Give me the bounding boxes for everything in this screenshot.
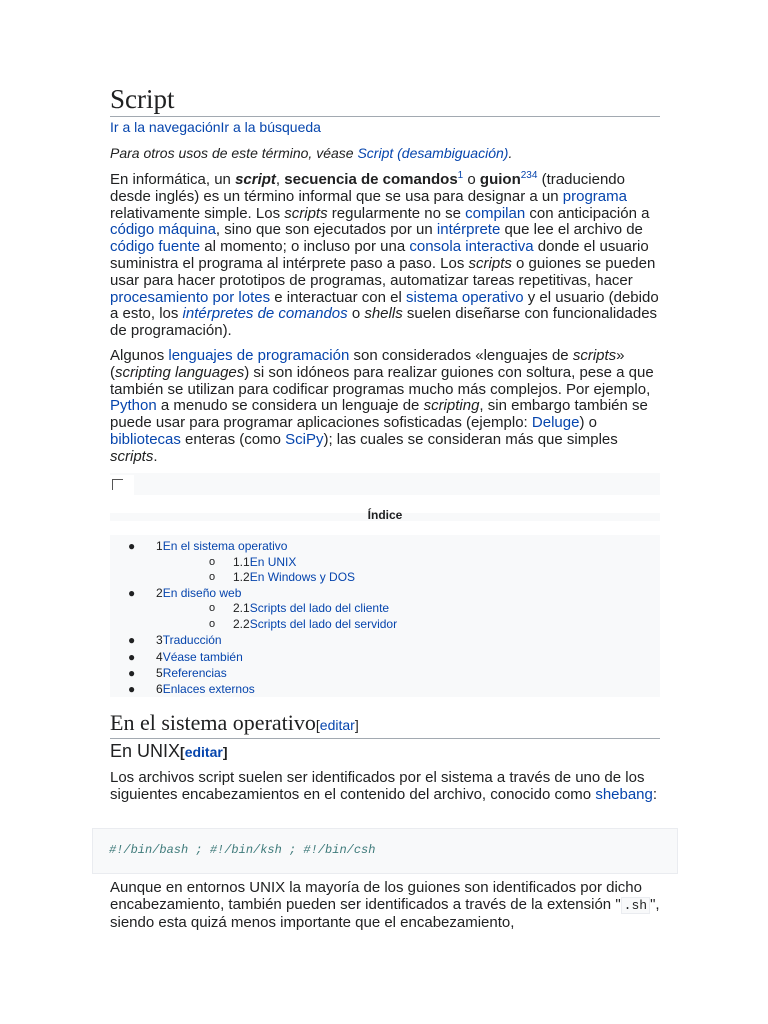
checkbox-icon [112, 479, 123, 490]
sub-bullet-icon: o [209, 618, 216, 630]
edit-link[interactable]: editar [184, 744, 223, 760]
text: (traduciendo desde inglés) es un término informal que se usa para designar a un [110, 171, 625, 205]
italic-text: scripting [423, 397, 480, 415]
toc-number: 6 [156, 682, 163, 696]
term-script: script [235, 171, 276, 188]
text: suelen diseñarse con funcionalidades de programación). [110, 305, 658, 340]
link-programa[interactable]: programa [562, 187, 627, 205]
text: , sino que son ejecutados por un [215, 221, 437, 239]
text: ) o [579, 414, 597, 432]
toc-link[interactable]: En diseño web [162, 586, 242, 600]
text: que lee el archivo de [500, 221, 643, 239]
code-block [92, 828, 678, 874]
italic-text: scripts [468, 254, 512, 272]
text: En informática, un [110, 171, 236, 188]
text: con anticipación a [525, 204, 650, 222]
toc-item[interactable] [128, 666, 227, 680]
intro-paragraph [110, 172, 660, 340]
toc-link[interactable]: Referencias [162, 666, 227, 680]
text: , [275, 171, 285, 188]
toc-number: 2 [156, 586, 163, 600]
sub-bullet-icon: o [209, 556, 216, 568]
link-lenguajes-de-programacion[interactable]: lenguajes de programación [168, 347, 350, 364]
link-scipy[interactable]: SciPy [285, 430, 324, 448]
toc-link[interactable]: Enlaces externos [162, 682, 255, 696]
disambiguation-link[interactable]: Script (desambiguación) [357, 145, 509, 161]
subsection-title: En UNIX [110, 741, 181, 761]
section-title: En el sistema operativo [110, 710, 316, 735]
bracket: ] [222, 744, 228, 760]
toc-link[interactable]: En Windows y DOS [249, 570, 356, 584]
toc-link[interactable]: Traducción [162, 633, 222, 647]
paragraph-unix [110, 770, 660, 804]
link-codigo-fuente[interactable]: código fuente [110, 238, 201, 256]
toc-item[interactable] [128, 650, 243, 664]
hatnote [110, 145, 512, 161]
bracket: [ [315, 717, 320, 733]
link-codigo-maquina[interactable]: código máquina [110, 221, 216, 239]
toc-number: 4 [156, 650, 163, 664]
text: o guiones se pueden usar para hacer prototipos de programas, automatizar tareas repetitivas, hacer [110, 254, 656, 289]
section-heading [110, 710, 660, 739]
italic-text: shells [364, 305, 403, 323]
toc-item[interactable] [209, 570, 356, 584]
toc-item[interactable] [128, 539, 288, 553]
toc-number: 1.2 [233, 570, 250, 584]
toc-link[interactable]: En UNIX [249, 555, 297, 569]
bullet-icon: ● [128, 586, 136, 600]
hatnote-suffix: . [508, 145, 513, 161]
italic-text: scripts [110, 447, 154, 465]
text: o [347, 305, 365, 323]
italic-text: scripts [284, 204, 328, 222]
text: Los archivos script suelen ser identificados por el sistema a través de uno de los siguientes encabezamientos en el contenido del archivo, conocido como [110, 769, 645, 803]
text: , sin embargo también se puede usar para programar aplicaciones sofisticadas (ejemplo: [110, 397, 648, 432]
toc-band [110, 521, 660, 535]
subsection-heading [110, 740, 228, 763]
edit-section [316, 717, 359, 733]
text: ) si son idóneos para realizar guiones con soltura, pese a que también se utilizan para codificar programas mucho más complejos. Por ejemplo, [110, 363, 654, 398]
link-bibliotecas[interactable]: bibliotecas [110, 430, 181, 448]
toc-number: 2.1 [233, 601, 250, 615]
toc-link[interactable]: Véase también [162, 650, 243, 664]
toc-item[interactable] [128, 586, 242, 600]
inline-code: .sh [621, 897, 650, 914]
jump-links[interactable]: Ir a la navegaciónIr a la búsqueda [110, 119, 321, 135]
toc-link[interactable]: Scripts del lado del servidor [249, 617, 398, 631]
link-interpretes-de-comandos[interactable]: intérpretes de comandos [182, 305, 348, 323]
text: e interactuar con el [270, 288, 407, 306]
text: Algunos [110, 347, 169, 364]
toc-number: 3 [156, 633, 163, 647]
term-secuencia: secuencia de comandos [284, 171, 458, 188]
toc-item[interactable] [128, 633, 222, 647]
toc-toggle-checkbox[interactable] [110, 475, 134, 495]
bracket: [ [180, 744, 185, 760]
text: . [153, 447, 158, 465]
edit-link[interactable]: editar [319, 717, 355, 733]
link-python[interactable]: Python [110, 397, 157, 415]
toc-item[interactable] [128, 682, 255, 696]
link-interprete[interactable]: intérprete [436, 221, 501, 239]
link-deluge[interactable]: Deluge [531, 414, 580, 432]
link-shebang[interactable]: shebang [595, 785, 653, 803]
toc-number: 1.1 [233, 555, 250, 569]
text: : [652, 785, 658, 803]
bullet-icon: ● [128, 666, 136, 680]
toc-item[interactable] [209, 601, 390, 615]
text: Aunque en entornos UNIX la mayoría de los guiones son identificados por dicho encabezamiento, también pueden ser identificados a través de la extensión " [110, 879, 642, 913]
text: ); las cuales se consideran más que simples [323, 430, 618, 448]
text: relativamente simple. Los [110, 204, 285, 222]
toc-title: Índice [367, 508, 403, 522]
sub-bullet-icon: o [209, 602, 216, 614]
code-text: #!/bin/bash ; #!/bin/ksh ; #!/bin/csh [109, 843, 376, 857]
toc-number: 5 [156, 666, 163, 680]
bullet-icon: ● [128, 539, 136, 553]
sub-bullet-icon: o [209, 571, 216, 583]
page-title: Script [110, 82, 660, 117]
text: » ( [110, 347, 625, 381]
text: a menudo se considera un lenguaje de [156, 397, 424, 415]
italic-text: scripts [572, 347, 617, 364]
text: donde el usuario suministra el programa al intérprete paso a paso. Los [110, 238, 649, 272]
link-consola-interactiva[interactable]: consola interactiva [409, 238, 534, 256]
toc-link[interactable]: Scripts del lado del cliente [249, 601, 390, 615]
toc-number: 1 [156, 539, 163, 553]
term-guion: guion [479, 171, 521, 188]
edit-subsection [180, 744, 227, 760]
italic-text: scripting languages [115, 363, 245, 381]
bullet-icon: ● [128, 633, 136, 647]
text: regularmente no se [327, 204, 466, 222]
text: enteras (como [180, 430, 286, 448]
bracket: ] [354, 717, 359, 733]
text: son considerados «lenguajes de [349, 347, 573, 364]
text: y el usuario (debido a esto, los [110, 288, 659, 323]
toc-item[interactable] [209, 555, 297, 569]
toc-item[interactable] [209, 617, 398, 631]
paragraph-extension [110, 880, 660, 931]
text: ", siendo esta quizá menos importante que el encabezamiento, [110, 895, 660, 931]
paragraph-languages [110, 348, 660, 466]
link-procesamiento-por-lotes[interactable]: procesamiento por lotes [110, 288, 271, 306]
bullet-icon: ● [128, 650, 136, 664]
link-compilan[interactable]: compilan [465, 204, 526, 222]
toc-number: 2.2 [233, 617, 250, 631]
link-sistema-operativo[interactable]: sistema operativo [406, 288, 524, 306]
text: o [463, 171, 480, 188]
reference-link[interactable]: 234 [520, 170, 538, 181]
reference-link[interactable]: 1 [457, 170, 464, 181]
table-of-contents [110, 473, 660, 697]
text: al momento; o incluso por una [200, 238, 410, 256]
toc-link[interactable]: En el sistema operativo [162, 539, 288, 553]
hatnote-prefix: Para otros usos de este término, véase [110, 145, 358, 161]
bullet-icon: ● [128, 682, 136, 696]
